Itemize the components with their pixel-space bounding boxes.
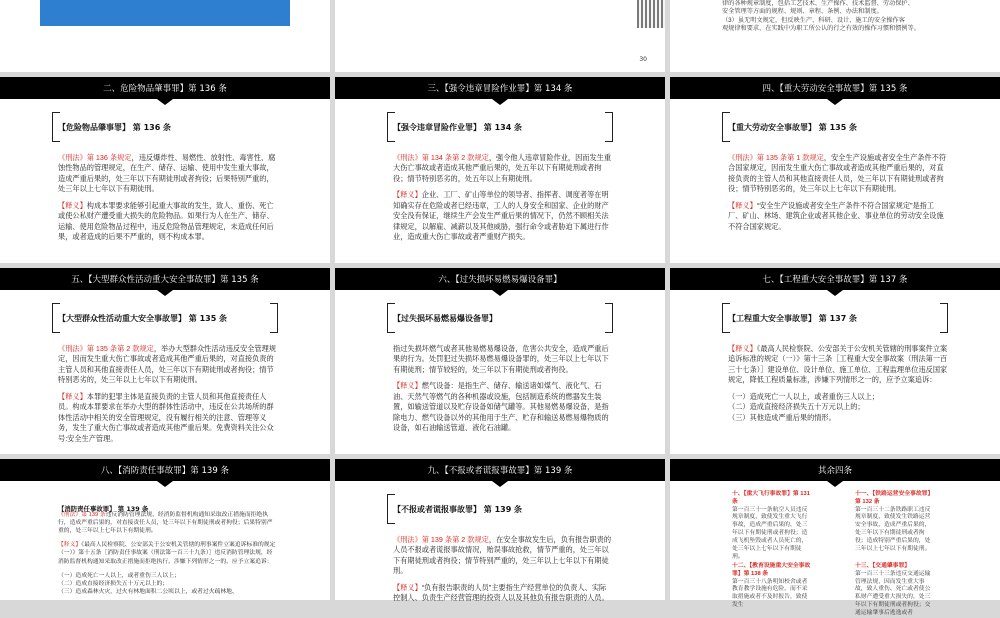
slide-9[interactable] (335, 459, 665, 603)
slide-body (58, 153, 278, 249)
slide-8[interactable] (0, 459, 330, 600)
article-title: 十一、【铁路运营安全事故罪】第 132 条 (855, 491, 934, 505)
paragraph (393, 153, 613, 184)
header-pointer (492, 290, 508, 296)
interpretation-label: 【释义】 (728, 200, 757, 210)
header-pointer (827, 290, 843, 296)
text-line: 律的各种规章制度，包括工艺技术、生产操作、技术监督、劳动保护、 (722, 0, 914, 7)
slide-header: 七、【工程重大安全事故罪】第 137 条 (670, 268, 1000, 290)
law-ref: 《刑法》第 139 条第 2 款规定 (393, 535, 489, 544)
list-item: （三）其他造成严重后果的情形。 (728, 412, 836, 422)
slide-0[interactable] (0, 0, 330, 72)
law-ref: 《刑法》第 136 条规定 (58, 153, 132, 162)
paragraph-text: ，举办大型群众性活动违反安全管理规定，因而发生重大伤亡事故或者造成其他严重后果的，对直接负责的主管人员和其他直接责任人员，处三年以下有期徒刑或者拘役；情节特别恶劣的，处三年以上七年以下有期徒刑。 (58, 344, 277, 385)
law-ref: 《刑法》第 134 条第 2 款规定 (393, 153, 489, 162)
header-pointer (157, 481, 173, 487)
header-pointer (157, 99, 173, 105)
slide-title: 【消防责任事故罪】 第 139 条 (58, 504, 149, 513)
paragraph (393, 583, 613, 604)
interpretation-label: 【释义】 (58, 200, 87, 210)
list-item: （三）造成森林火灾，过火有林地面积二公顷以上，或者过火疏林地、 (58, 588, 238, 595)
paragraph (728, 344, 948, 386)
slide-title: 【不报或者谎报事故罪】 第 139 条 (393, 504, 523, 514)
paragraph (728, 201, 948, 232)
interpretation-label: 【释义】 (393, 190, 422, 200)
article-block (855, 491, 935, 554)
interpretation-label: 【释义】 (728, 344, 757, 353)
interpretation-label: 【释义】 (58, 391, 87, 401)
page-number: 30 (639, 56, 647, 63)
header-pointer (492, 481, 508, 487)
slide-title: 【强令违章冒险作业罪】 第 134 条 (393, 122, 523, 132)
slide-10[interactable] (670, 459, 1000, 616)
paragraph (58, 153, 278, 195)
paragraph (393, 381, 613, 433)
law-ref: 《刑法》第 135 条第 2 款规定 (58, 344, 154, 353)
law-ref: 《刑法》第 139 条 (58, 512, 106, 518)
slide-title: 【大型群众性活动重大安全事故罪】 第 135 条 (58, 313, 228, 323)
list-item: （二）造成直接经济损失五十万元以上的； (728, 402, 865, 412)
slide-body (58, 344, 278, 450)
slide-0b[interactable] (335, 0, 665, 72)
article-block (732, 563, 812, 610)
article-block (732, 491, 812, 561)
text-line: （3）虽无明文规定，但反映生产、科研、设计、施工的安全操作客 (722, 16, 905, 24)
slide-text (722, 0, 948, 33)
interpretation-label: 【释义】 (393, 381, 422, 391)
article-title: 十二、【教育设施重大安全事故罪】第 138 条 (732, 563, 811, 577)
paragraph: 指过失损坏燃气或者其他易燃易爆设备，危害公共安全，造成严重后果的行为。处罚犯过失损坏易燃易爆设备罪的，处三年以上七年以下有期徒刑；情节较轻的，处三年以下有期徒刑或者拘役。 (393, 344, 609, 374)
slide-title: 【过失损坏易燃易爆设备罪】 (393, 313, 497, 323)
slide-header: 五、【大型群众性活动重大安全事故罪】第 135 条 (0, 268, 330, 290)
slide-1[interactable] (670, 0, 1000, 72)
article-text: 第一百三十二条铁路职工违反规章制度，致使发生铁路运营安全事故，造成严重后果的，处三年以下有期徒刑或者拘役；造成特别严重后果的，处三年以上七年以下有期徒刑。 (855, 506, 931, 552)
slide-3[interactable] (335, 77, 665, 263)
slide-title: 【危险物品肇事罪】 第 136 条 (58, 122, 172, 132)
interpretation-label: 【释义】 (58, 542, 82, 549)
paragraph-text: ，安全生产设施或者安全生产条件不符合国家规定，因而发生重大伤亡事故或者造成其他严重后果的，对直接负责的主管人员和其他直接责任人员，处三年以下有期徒刑或者拘役；情节特别恶劣的，处三年以上七年以下有期徒刑。 (728, 153, 947, 194)
law-ref: 《刑法》第 135 条第 1 款规定 (728, 153, 824, 162)
slide-body (393, 153, 613, 249)
slide-header: 六、【过失损坏易燃易爆设备罪】 (335, 268, 665, 290)
slide-4[interactable] (670, 77, 1000, 263)
slide-header: 四、【重大劳动安全事故罪】第 135 条 (670, 77, 1000, 99)
article-title: 十三、【交通肇事罪】 (855, 563, 911, 569)
slide-title: 【工程重大安全事故罪】 第 137 条 (728, 313, 858, 323)
slide-body (58, 511, 278, 596)
slide-7[interactable] (670, 268, 1000, 454)
slide-title: 【重大劳动安全事故罪】 第 135 条 (728, 122, 858, 132)
paragraph-text: ，强令他人违章冒险作业，因而发生重大伤亡事故或者造成其他严重后果的，处五年以下有期徒刑或者拘役；情节特别恶劣的，处五年以上有期徒刑。 (393, 153, 612, 183)
slide-2[interactable] (0, 77, 330, 263)
article-text: 第一百三十一条航空人员违反规章制度，致使发生重大飞行事故，造成严重后果的，处三年以下有期徒刑或者拘役；造成飞机坠毁或者人员死亡的，处三年以上七年以下有期徒刑。 (732, 506, 808, 560)
paragraph (58, 541, 278, 565)
blue-banner (40, 0, 290, 26)
slide-body (728, 153, 948, 238)
paragraph (58, 201, 278, 243)
paragraph-text: 构成本罪要求能够引起重大事故的发生，致人、重伤、死亡或使公私财产遭受重大损失的危险物品。如果行为人在生产、储存、运输、使用危险物品过程中，违反危险物品管理规定，未造成任何后果，或者造成的后果不严重的，则不构成本罪。 (58, 200, 274, 242)
paragraph (393, 535, 613, 577)
article-text: 第一百三十三条违反交通运输管理法规，因而发生重大事故，致人重伤、死亡或者使公私财产遭受重大损失的，处三年以下有期徒刑或者拘役；交通运输肇事后逃逸或者 (855, 570, 931, 616)
paragraph-text: 燃气设备：是指生产、储存、输送诸如煤气、液化气、石油、天然气等燃气的各种机器或设施，包括制造系统的燃器发生装置，如输送管道以及贮存设备如储气罐等。其他易燃易爆设备，是指除电力、燃气设备以外的其他用于生产、贮存和输送易燃易爆物质的设备，如石油输送管道、液化石油罐。 (393, 381, 609, 433)
slide-5[interactable] (0, 268, 330, 454)
paragraph-text: ，在安全事故发生后，负有报告职责的人员不报或者谎报事故情况，贻误事故抢救，情节严重的，处三年以下有期徒刑或者拘役；情节特别严重的，处三年以上七年以下有期徒刑。 (393, 535, 612, 576)
paragraph-text: 《最高人民检察院、公安部关于公安机关管辖的刑事案件立案追诉标准的规定（一）》第十五条［消防责任事故案（刑法第一百三十九条）］违反消防管理法规，经消防监督机构通知采取改正措施而拒绝执行，涉嫌下列情形之一的，应予立案追诉： (58, 542, 276, 565)
article-text: 第一百三十八条明知校舍或者教育教学设施有危险，而不采取措施或者不及时报告，致使发生 (732, 578, 808, 609)
slide-header: 九、【不报或者谎报事故罪】第 139 条 (335, 459, 665, 481)
slide-header: 其余四条 (670, 459, 1000, 481)
paragraph (728, 153, 948, 195)
paragraph-text: 违反消防管理法规，经消防监督机构通知采取改正措施而拒绝执行，造成严重后果的，对直接责任人员，处三年以下有期徒刑或者拘役；后果特别严重的，处三年以上七年以下有期徒刑。 (58, 512, 273, 535)
paragraph-text: 本罪的犯罪主体是直接负责的主管人员和其他直接责任人员。构成本罪要求在举办大型的群体性活动中，违反在公共场所的群体性活动中相关的安全管理规定，没有履行相关的注意、管理等义务，发生了重大伤亡事故或者造成其他严重后果。免费资料关注公众号:安全生产管理。 (58, 391, 274, 443)
slide-body (728, 344, 948, 423)
header-pointer (827, 481, 843, 487)
paragraph (58, 392, 278, 444)
paragraph (58, 511, 278, 535)
article-title: 十、【重大飞行事故罪】第 131 条 (732, 491, 810, 505)
paragraph (58, 344, 278, 386)
slide-header: 三、【强令违章冒险作业罪】第 134 条 (335, 77, 665, 99)
interpretation-label: 【释义】 (393, 582, 422, 592)
slide-header: 八、【消防责任事故罪】第 139 条 (0, 459, 330, 481)
header-pointer (492, 99, 508, 105)
text-line: 安全管理等方面的规程、规则、章程、条例、办法和制度。 (722, 8, 883, 16)
header-pointer (827, 99, 843, 105)
list-item: （二）造成直接经济损失五十万元以上的； (58, 580, 169, 587)
text-line: 观规律和要求，在实践中为职工所公认的行之有效的操作习惯和惯例等。 (722, 25, 920, 33)
paragraph (393, 190, 613, 242)
list-item: （一）造成死亡一人以上，或者重伤三人以上； (728, 391, 879, 401)
slide-body (393, 344, 613, 440)
paragraph-text: “安全生产设施或者安全生产条件不符合国家规定”是指工厂、矿山、林场、建筑企业或者其他企业、事业单位的劳动安全设施不符合国家规定。 (728, 200, 944, 231)
slide-body (393, 535, 613, 610)
slide-header: 二、危险物品肇事罪】第 136 条 (0, 77, 330, 99)
list-item: （一）造成死亡一人以上，或者重伤三人以上； (58, 572, 180, 579)
paragraph-text: ，违反爆炸性、易燃性、放射性、毒害性、腐蚀性物品的管理规定，在生产、储存、运输、使用中发生重大事故，造成严重后果的，处三年以下有期徒刑或者拘役；后果特别严重的，处三年以上七年以下有期徒刑。 (58, 153, 276, 194)
paragraph-text: 《最高人民检察院、公安部关于公安机关管辖的刑事案件立案追诉标准的规定（一）》第十三条［工程重大安全事故案（刑法第一百三十七条）］建设单位、设计单位、施工单位、工程监理单位违反国家规定，降低工程质量标准，涉嫌下列情形之一的，应予立案追诉： (728, 344, 948, 385)
paragraph-text: “负有报告职责的人员”主要指生产经营单位的负责人、实际控制人、负责生产经营管理的投资人以及其他负有报告职责的人员。 (393, 582, 609, 603)
qr-code-icon (637, 0, 665, 28)
header-pointer (157, 290, 173, 296)
slide-6[interactable] (335, 268, 665, 454)
paragraph-text: 企业、工厂、矿山等单位的领导者、指挥者、调度者等在明知确实存在危险或者已经违章，工人的人身安全和国家、企业的财产安全没有保证，继续生产会发生严重后果的情况下，仍然不顾相关法律规定，以解雇、减薪以及其他威胁，强行命令或者胁迫下属进行作业，造成重大伤亡事故或者严重财产损失。 (393, 190, 609, 242)
article-block (855, 563, 935, 618)
